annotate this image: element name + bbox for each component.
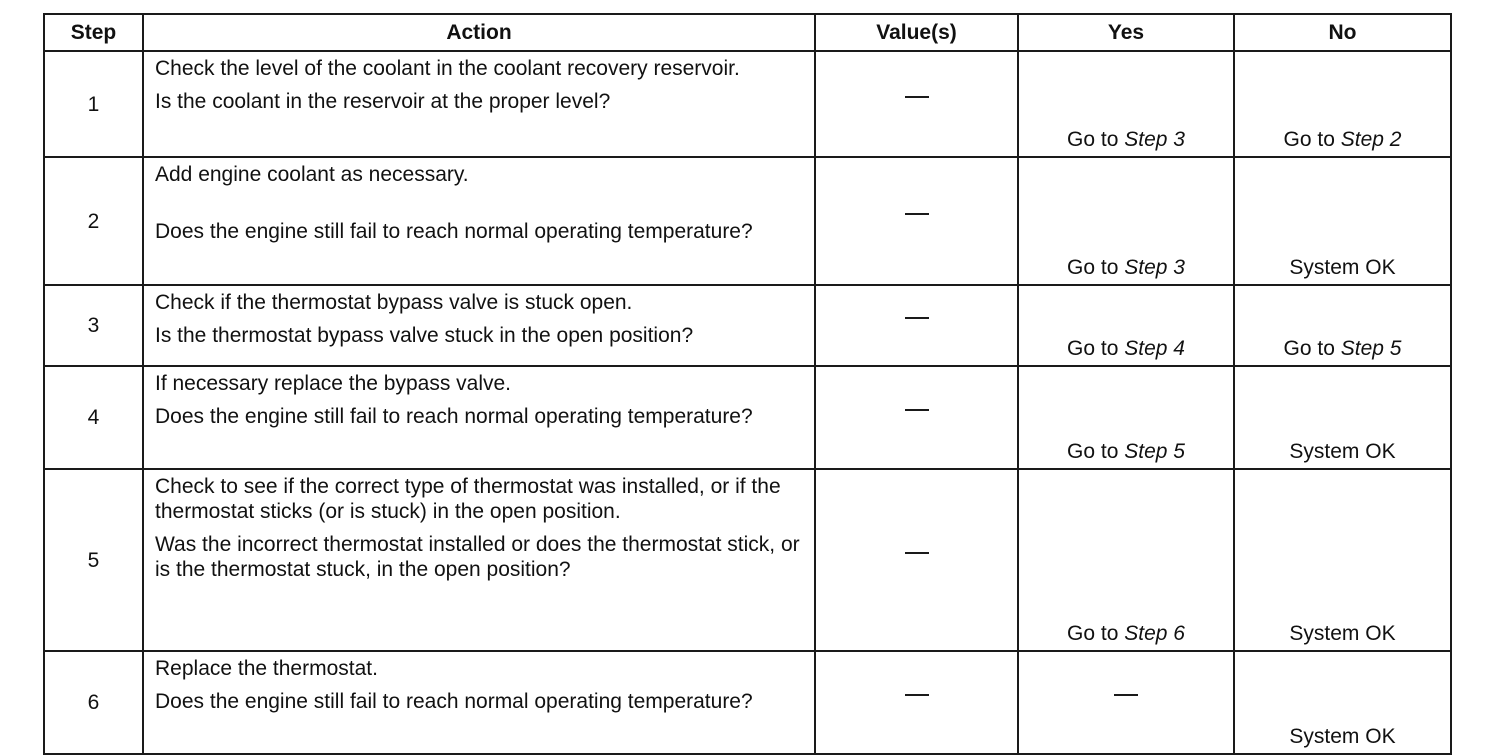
no-cell [1234,157,1451,285]
step-ref: Step 6 [1124,622,1185,645]
table-row [44,366,1451,469]
action-instruction: Check the level of the coolant in the coolant recovery reservoir. [155,57,740,80]
value-cell [815,285,1018,366]
action-cell [143,651,815,754]
action-cell [143,51,815,157]
step-ref: Step 3 [1124,128,1185,151]
no-cell [1234,651,1451,754]
value-dash [905,552,929,554]
yes-cell: Go to Step 3 [1018,51,1234,157]
action-question: Does the engine still fail to reach normal operating temperature? [155,690,753,713]
action-question: Was the incorrect thermostat installed or does the thermostat stick, or is the thermostat stuck, in the open position? [155,533,800,581]
table-row [44,469,1451,651]
header-step: Step [44,14,143,51]
table-row [44,51,1451,157]
step-ref: Step 2 [1340,128,1402,151]
yes-cell: Go to Step 3 [1018,157,1234,285]
action-instruction: Replace the thermostat. [155,657,378,680]
system-ok-label: System OK [1289,256,1396,279]
action-question: Is the coolant in the reservoir at the proper level? [155,90,611,113]
action-question: Is the thermostat bypass valve stuck in the open position? [155,324,694,347]
yes-cell: Go to Step 5 [1018,366,1234,469]
value-dash [905,409,929,411]
no-cell: Go to Step 5 [1234,285,1451,366]
system-ok-label: System OK [1289,725,1396,748]
yes-cell: Go to Step 6 [1018,469,1234,651]
no-cell [1234,469,1451,651]
header-action: Action [143,14,815,51]
step-number: 5 [44,469,143,651]
step-ref: Step 4 [1124,337,1185,360]
action-cell [143,366,815,469]
header-no: No [1234,14,1451,51]
yes-cell [1018,651,1234,754]
table-row [44,651,1451,754]
table-row [44,157,1451,285]
value-dash [905,213,929,215]
step-ref: Step 3 [1124,256,1185,279]
step-number: 2 [44,157,143,285]
action-cell [143,285,815,366]
step-number: 1 [44,51,143,157]
value-dash [905,317,929,319]
action-instruction: Check if the thermostat bypass valve is stuck open. [155,291,633,314]
yes-dash [1114,694,1138,696]
step-number: 4 [44,366,143,469]
value-cell [815,51,1018,157]
system-ok-label: System OK [1289,440,1396,463]
action-instruction: If necessary replace the bypass valve. [155,372,512,395]
header-values: Value(s) [815,14,1018,51]
header-yes: Yes [1018,14,1234,51]
action-instruction: Add engine coolant as necessary. [155,163,469,186]
value-dash [905,96,929,98]
action-cell [143,469,815,651]
step-ref: Step 5 [1340,337,1402,360]
diagnostic-table [43,13,1452,755]
header-row [44,14,1451,51]
value-dash [905,694,929,696]
yes-cell: Go to Step 4 [1018,285,1234,366]
value-cell [815,651,1018,754]
system-ok-label: System OK [1289,622,1396,645]
action-instruction: Check to see if the correct type of thermostat was installed, or if the thermostat sticks (or is stuck) in the open position. [155,475,781,523]
table-row [44,285,1451,366]
value-cell [815,469,1018,651]
action-question: Does the engine still fail to reach normal operating temperature? [155,405,753,428]
step-ref: Step 5 [1124,440,1185,463]
value-cell [815,157,1018,285]
no-cell [1234,366,1451,469]
step-number: 3 [44,285,143,366]
step-number: 6 [44,651,143,754]
no-cell: Go to Step 2 [1234,51,1451,157]
value-cell [815,366,1018,469]
action-cell [143,157,815,285]
action-question: Does the engine still fail to reach normal operating temperature? [155,220,753,243]
